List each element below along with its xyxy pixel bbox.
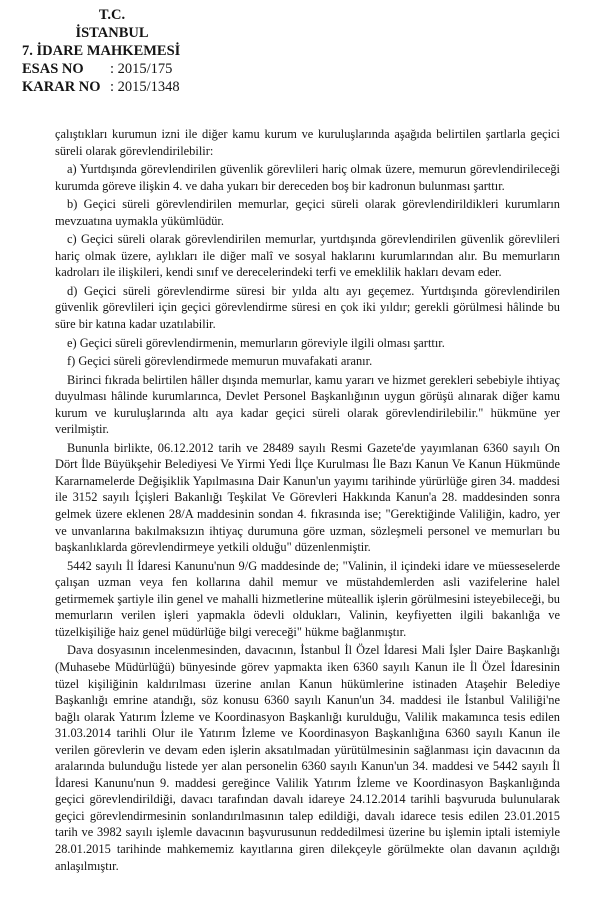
header-court-name: 7. İDARE MAHKEMESİ xyxy=(22,43,181,59)
body-paragraph: b) Geçici süreli görevlendirilen memurlar, geçici süreli olarak görevlendirildikleri kurumların mevzuatına uymakla yükümlüdür. xyxy=(55,197,560,228)
body-paragraph: c) Geçici süreli olarak görevlendirilen memurlar, yurtdışında görevlendirilen güvenlik görevlileri hariç olmak üzere, aylıkları ile diğer malî ve sosyal haklarını kurumlarından alır. Bu memurların kadroları ile ilişkileri, kendi sınıf ve derecelerindeki terfi ve emeklilik hakları devam eder. xyxy=(55,232,560,280)
body-paragraph: Bununla birlikte, 06.12.2012 tarih ve 28489 sayılı Resmi Gazete'de yayımlanan 6360 sayılı On Dört İlde Büyükşehir Belediyesi Ve Yirmi Yedi İlçe Kurulması İle Bazı Kanun Ve Kanun Hükmünde Kararnamelerde Değişiklik Yapılmasına Dair Kanun'un yayımı tarihinde yürürlüğe giren 34. maddesi ile 3152 sayılı İçişleri Bakanlığı Teşkilat Ve Görevleri Hakkında Kanun'a 28. maddesinden sonra gelmek üzere eklenen 28/A maddesinin sondan 4. fıkrasında ise; "Gerektiğinde Valiliğin, kadro, yer ve unvanlarına bakılmaksızın ihtiyaç durumuna göre uzman, sözleşmeli personel ve memurları bu başkanlıklarda görevlendirmeye yetkili olduğu" düzenlenmiştir. xyxy=(55,440,560,555)
header-city: İSTANBUL xyxy=(75,25,149,41)
header-tc: T.C. xyxy=(98,7,126,23)
body-paragraph: çalıştıkları kurumun izni ile diğer kamu kurum ve kuruluşlarında aşağıda belirtilen şartlarla geçici süreli olarak görevlendirilebilir: xyxy=(55,127,560,158)
esas-value: : 2015/175 xyxy=(110,61,173,77)
body-paragraph: e) Geçici süreli görevlendirmenin, memurların göreviyle ilgili olması şarttır. xyxy=(67,335,445,350)
body-paragraph: a) Yurtdışında görevlendirilen güvenlik görevlileri hariç olmak üzere, memurun görevlendirileceği kurumda göreve ilişkin 4. ve daha yukarı bir dereceden boş bir kadronun bulunması şarttır. xyxy=(55,162,560,193)
court-header xyxy=(22,6,282,96)
esas-label: ESAS NO xyxy=(22,61,84,77)
karar-value: : 2015/1348 xyxy=(110,79,180,95)
karar-label: KARAR NO xyxy=(22,79,101,95)
karar-row xyxy=(22,78,282,96)
body-paragraph: Dava dosyasının incelenmesinden, davacının, İstanbul İl Özel İdaresi Mali İşler Daire Başkanlığı (Muhasebe Müdürlüğü) bünyesinde görev yapmakta iken 6360 sayılı Kanun ile İl Özel İdaresinin tüzel kişiliğinin kaldırılması üzerine anılan Kanun hükümlerine istinaden Ataşehir Belediye Başkanlığı emrine atandığı, söz konusu 6360 sayılı Kanun'un 34. maddesi ile İstanbul Valiliği'ne bağlı olarak Yatırım İzleme ve Koordinasyon Başkanlığı kurulduğu, Valilik makamınca tesis edilen 31.03.2014 tarihli Olur ile Yatırım İzleme ve Koordinasyon Başkanlığına 6360 sayılı Kanun ile verilen görevlerin ve devam eden işlerin aksatılmadan yürütülmesinin sağlanması için davacının da aralarında bulunduğu listede yer alan personelin 6360 sayılı Kanun'un 34. maddesi ve 5442 sayılı İl İdaresi Kanunu'nun 9. maddesi gereğince Valilik Yatırım İzleme ve Koordinasyon Başkanlığında geçici görevlendirildiği, davacı tarafından davalı idareye 24.12.2014 tarihli başvuruda bulunularak geçici görevlendirmesinin sonlandırılmasının talep edildiği, davalı idarece tesis edilen 23.01.2015 tarih ve 3982 sayılı işlemle davacının başvurusunun reddedilmesi üzerine bu işlemin iptali istemiyle 28.01.2015 tarihinde mahkememiz kayıtlarına giren dilekçeyle görülmekte olan davanın açıldığı anlaşılmıştır. xyxy=(55,643,560,873)
body-paragraph: 5442 sayılı İl İdaresi Kanunu'nun 9/G maddesinde de; "Valinin, il içindeki idare ve müesseselerde çalışan uzman veya fen kollarına dahil memur ve müstahdemlerden asli vazifelerine halel getirmemek şartiyle ilin genel ve mahalli hizmetlerine müteallik işlerin görülmesini isteyebileceği, bu memurların verilen işleri yapmakla ödevli oldukları, Valinin, keyfiyetten ilgili bakanlığa ve tüzelkişiliğe haiz genel müdürlüğe bilgi vereceği" hükme bağlanmıştır. xyxy=(55,558,560,639)
body-paragraph: Birinci fıkrada belirtilen hâller dışında memurlar, kamu yararı ve hizmet gerekleri sebebiyle ihtiyaç duyulması hâlinde kurumlarınca, Devlet Personel Başkanlığının uygun görüşü alınarak diğer kamu kurum ve kuruluşlarında altı aya kadar geçici süreli olarak görevlendirilebilir." hükmüne yer verilmiştir. xyxy=(55,372,560,437)
esas-row xyxy=(22,60,282,78)
document-body xyxy=(55,126,560,876)
body-paragraph: d) Geçici süreli görevlendirme süresi bir yılda altı ayı geçemez. Yurtdışında görevlendirilen güvenlik görevlileri için geçici görevlendirme süresi en çok iki yıldır; gerekli görülmesi hâlinde bu süre bir katına kadar uzatılabilir. xyxy=(55,283,560,332)
body-paragraph: f) Geçici süreli görevlendirmede memurun muvafakati aranır. xyxy=(67,354,373,369)
